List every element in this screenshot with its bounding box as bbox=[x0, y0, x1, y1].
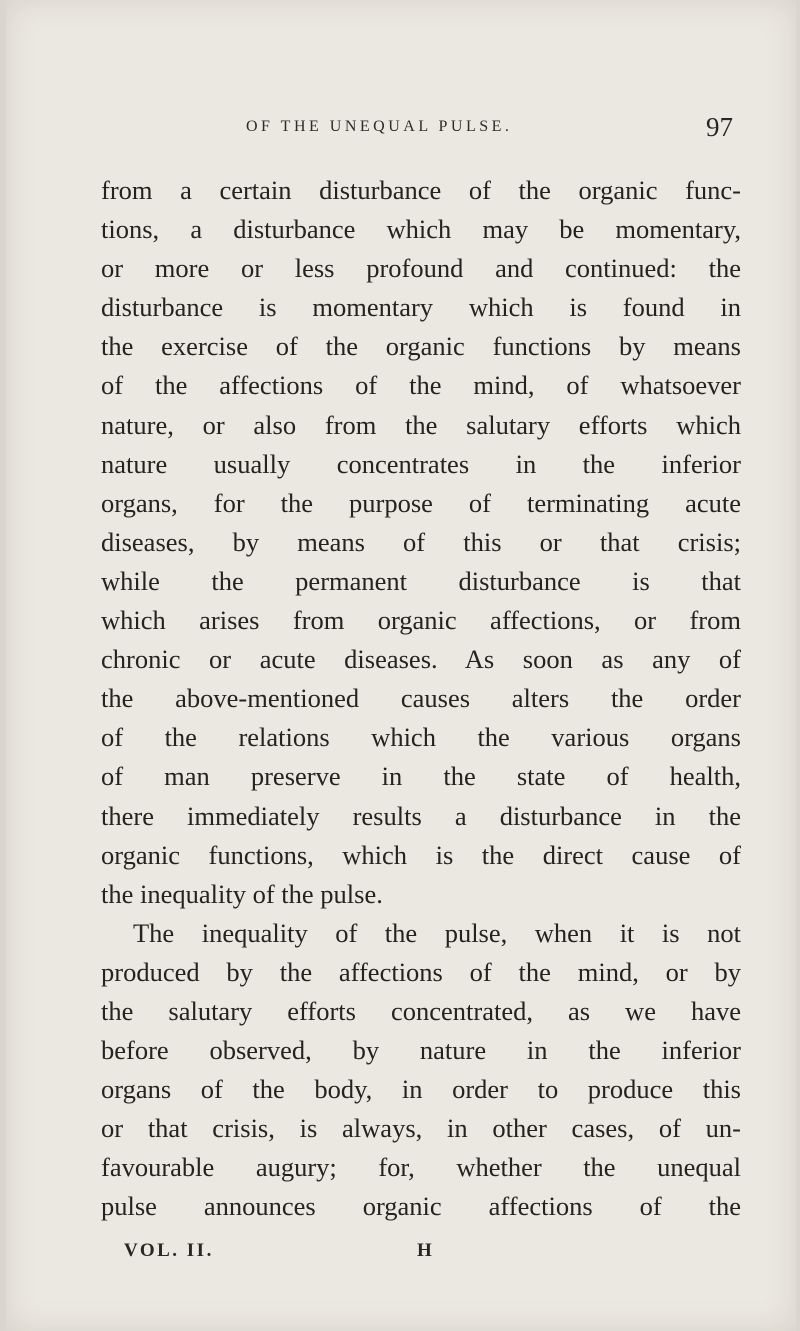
text-line: the above-mentioned causes alters the order bbox=[101, 683, 741, 714]
text-line: organs, for the purpose of terminating acute bbox=[101, 487, 741, 518]
text-line: pulse announces organic affections of the bbox=[101, 1191, 741, 1222]
text-line: of the affections of the mind, of whatsoever bbox=[101, 370, 741, 401]
text-line: the exercise of the organic functions by means bbox=[101, 331, 741, 362]
text-line: which arises from organic affections, or from bbox=[101, 605, 741, 636]
text-line: chronic or acute diseases. As soon as any of bbox=[101, 644, 741, 675]
page-number: 97 bbox=[706, 112, 733, 142]
text-line: organic functions, which is the direct cause of bbox=[101, 839, 741, 870]
text-line-paragraph-start: The inequality of the pulse, when it is not bbox=[133, 917, 741, 948]
text-line: before observed, by nature in the inferior bbox=[101, 1035, 741, 1066]
text-line: or that crisis, is always, in other cases, of un- bbox=[101, 1113, 741, 1144]
text-line: the salutary efforts concentrated, as we have bbox=[101, 995, 741, 1026]
text-line-paragraph-end: the inequality of the pulse. bbox=[101, 878, 383, 909]
text-line: nature usually concentrates in the inferior bbox=[101, 448, 741, 479]
text-line: of the relations which the various organs bbox=[101, 722, 741, 753]
text-line: there immediately results a disturbance in the bbox=[101, 800, 741, 831]
book-page bbox=[6, 0, 796, 1331]
text-line: nature, or also from the salutary efforts which bbox=[101, 409, 741, 440]
text-line: of man preserve in the state of health, bbox=[101, 761, 741, 792]
text-line: or more or less profound and continued: the bbox=[101, 253, 741, 284]
running-head: OF THE UNEQUAL PULSE. bbox=[246, 118, 513, 135]
text-line: diseases, by means of this or that crisis; bbox=[101, 526, 741, 557]
text-line: from a certain disturbance of the organic func- bbox=[101, 175, 741, 205]
volume-signature: VOL. II. bbox=[124, 1240, 214, 1261]
text-line: disturbance is momentary which is found in bbox=[101, 292, 741, 323]
text-line: favourable augury; for, whether the unequal bbox=[101, 1152, 741, 1183]
text-line: produced by the affections of the mind, or by bbox=[101, 956, 741, 987]
text-line: organs of the body, in order to produce this bbox=[101, 1074, 741, 1105]
body-text bbox=[101, 171, 741, 1227]
signature-mark: H bbox=[417, 1240, 432, 1261]
text-line: tions, a disturbance which may be momentary, bbox=[101, 214, 741, 245]
text-line: while the permanent disturbance is that bbox=[101, 565, 741, 596]
